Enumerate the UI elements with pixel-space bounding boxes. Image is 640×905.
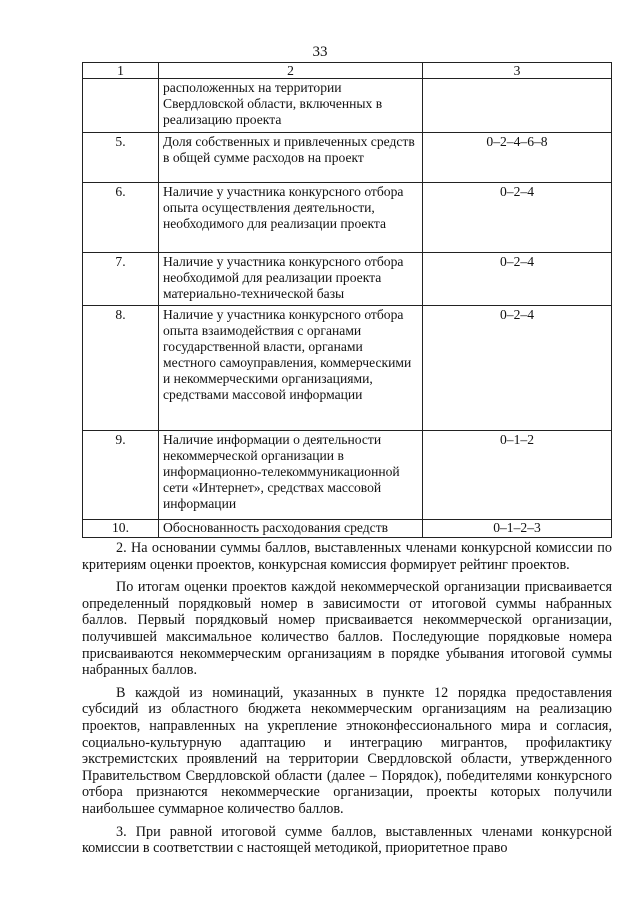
- row-number: 8.: [83, 306, 159, 431]
- row-criterion: Обоснованность расходования средств: [159, 520, 423, 538]
- row-number: [83, 79, 159, 133]
- row-score: [423, 79, 612, 133]
- table-row: [83, 79, 612, 133]
- row-number: 10.: [83, 520, 159, 538]
- table-row: [83, 520, 612, 538]
- row-criterion: расположенных на территории Свердловской области, включенных в реализацию проекта: [159, 79, 423, 133]
- row-score: 0–1–2: [423, 431, 612, 520]
- row-criterion: Наличие у участника конкурсного отбора необходимой для реализации проекта материально-технической базы: [159, 253, 423, 306]
- paragraph: 3. При равной итоговой сумме баллов, выставленных членами конкурсной комиссии в соответствии с настоящей методикой, приоритетное право: [82, 823, 612, 857]
- row-criterion: Доля собственных и привлеченных средств в общей сумме расходов на проект: [159, 133, 423, 183]
- table-row: [83, 431, 612, 520]
- row-number: 6.: [83, 183, 159, 253]
- table-row: [83, 183, 612, 253]
- row-score: 0–1–2–3: [423, 520, 612, 538]
- row-score: 0–2–4: [423, 183, 612, 253]
- table-row: [83, 306, 612, 431]
- row-score: 0–2–4–6–8: [423, 133, 612, 183]
- paragraph: В каждой из номинаций, указанных в пункте 12 порядка предоставления субсидий из областного бюджета некоммерческим организациям на реализацию проектов, направленных на укрепление этноконфессионального мира и согласия, социально-культурную адаптацию и интеграцию мигрантов, профилактику экстремистских проявлений на территории Свердловской области, утвержденного Правительством Свердловской области (далее – Порядок), победителями конкурсного отбора признаются некоммерческие организации, проекты которых получили наибольшее суммарное количество баллов.: [82, 684, 612, 817]
- table-row: [83, 253, 612, 306]
- row-score: 0–2–4: [423, 253, 612, 306]
- paragraph: По итогам оценки проектов каждой некоммерческой организации присваивается определенный порядковый номер в зависимости от итоговой суммы набранных баллов. Первый порядковый номер присваивается некоммерческой организации, получившей максимальное количество баллов. Последующие порядковые номера присваиваются некоммерческим организациям в порядке убывания итоговой суммы набранных баллов.: [82, 579, 612, 679]
- body-text: [82, 540, 612, 863]
- row-number: 9.: [83, 431, 159, 520]
- header-cell: 1: [83, 63, 159, 79]
- header-cell: 2: [159, 63, 423, 79]
- page-number: 33: [312, 44, 328, 60]
- header-cell: 3: [423, 63, 612, 79]
- table-header-row: [83, 63, 612, 79]
- table-row: [83, 133, 612, 183]
- paragraph: 2. На основании суммы баллов, выставленных членами конкурсной комиссии по критериям оценки проектов, конкурсная комиссия формирует рейтинг проектов.: [82, 540, 612, 573]
- row-criterion: Наличие информации о деятельности некоммерческой организации в информационно-телекоммуникационной сети «Интернет», средствах массовой информации: [159, 431, 423, 520]
- row-number: 7.: [83, 253, 159, 306]
- row-criterion: Наличие у участника конкурсного отбора опыта взаимодействия с органами государственной власти, органами местного самоуправления, коммерческими и некоммерческими организациями, средствами массовой информации: [159, 306, 423, 431]
- row-number: 5.: [83, 133, 159, 183]
- row-score: 0–2–4: [423, 306, 612, 431]
- row-criterion: Наличие у участника конкурсного отбора опыта осуществления деятельности, необходимого для реализации проекта: [159, 183, 423, 253]
- criteria-table: [82, 62, 612, 538]
